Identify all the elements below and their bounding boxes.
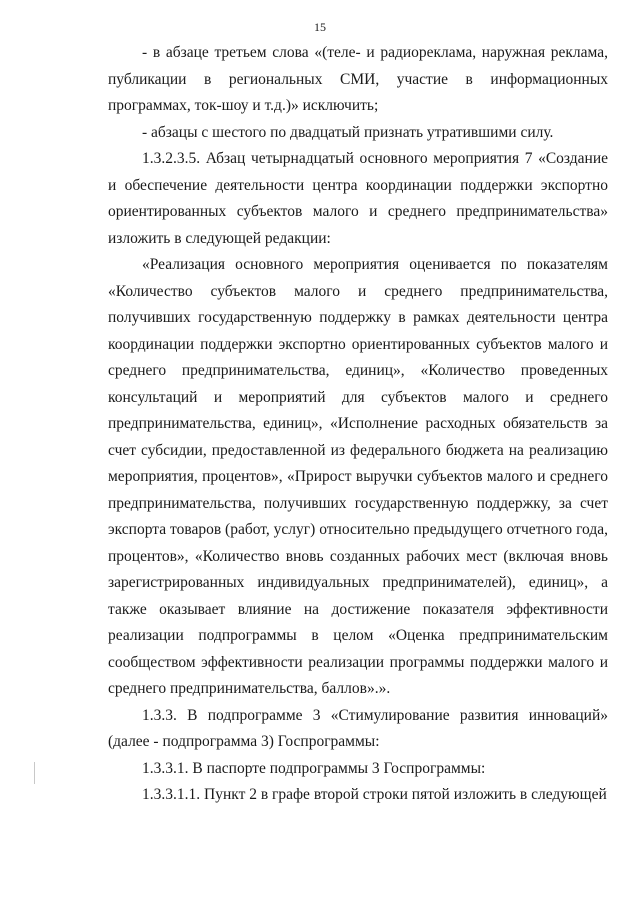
paragraph-3: 1.3.2.3.5. Абзац четырнадцатый основного мероприятия 7 «Создание и обеспечение деятельности центра координации поддержки экспортно ориентированных субъектов малого и среднего предпринимательства» изложить в следующей редакции: [108,150,608,247]
paragraph-1: - в абзаце третьем слова «(теле- и радиореклама, наружная реклама, публикации в региональных СМИ, участие в информационных программах, ток-шоу и т.д.)» исключить; [108,44,608,114]
document-body [108,40,608,809]
scan-artifact-line [34,762,35,784]
paragraph-2: - абзацы с шестого по двадцатый признать утратившими силу. [142,123,554,141]
paragraph-4: «Реализация основного мероприятия оценивается по показателям «Количество субъектов малого и среднего предпринимательства, получивших государственную поддержку в рамках деятельности центра координации поддержки экспортно ориентированных субъектов малого и среднего предпринимательства, единиц», «Количество проведенных консультаций и мероприятий для субъектов малого и среднего предпринимательства, единиц», «Исполнение расходных обязательств за счет субсидии, предоставленной из федерального бюджета на реализацию мероприятия, процентов», «Прирост выручки субъектов малого и среднего предпринимательства, получивших государственную поддержку, за счет экспорта товаров (работ, услуг) относительно предыдущего отчетного года, процентов», «Количество вновь созданных рабочих мест (включая вновь зарегистрированных индивидуальных предпринимателей), единиц», а также оказывает влияние на достижение показателя эффективности реализации подпрограммы в целом «Оценка предпринимательским сообществом эффективности реализации программы поддержки малого и среднего предпринимательства, баллов».». [108,256,608,697]
page-number: 15 [314,20,326,34]
paragraph-5: 1.3.3. В подпрограмме 3 «Стимулирование развития инноваций» (далее - подпрограмма 3) Госпрограммы: [108,706,608,750]
paragraph-7: 1.3.3.1.1. Пункт 2 в графе второй строки пятой изложить в следующей [142,786,607,803]
paragraph-6: 1.3.3.1. В паспорте подпрограммы 3 Госпрограммы: [142,759,486,777]
